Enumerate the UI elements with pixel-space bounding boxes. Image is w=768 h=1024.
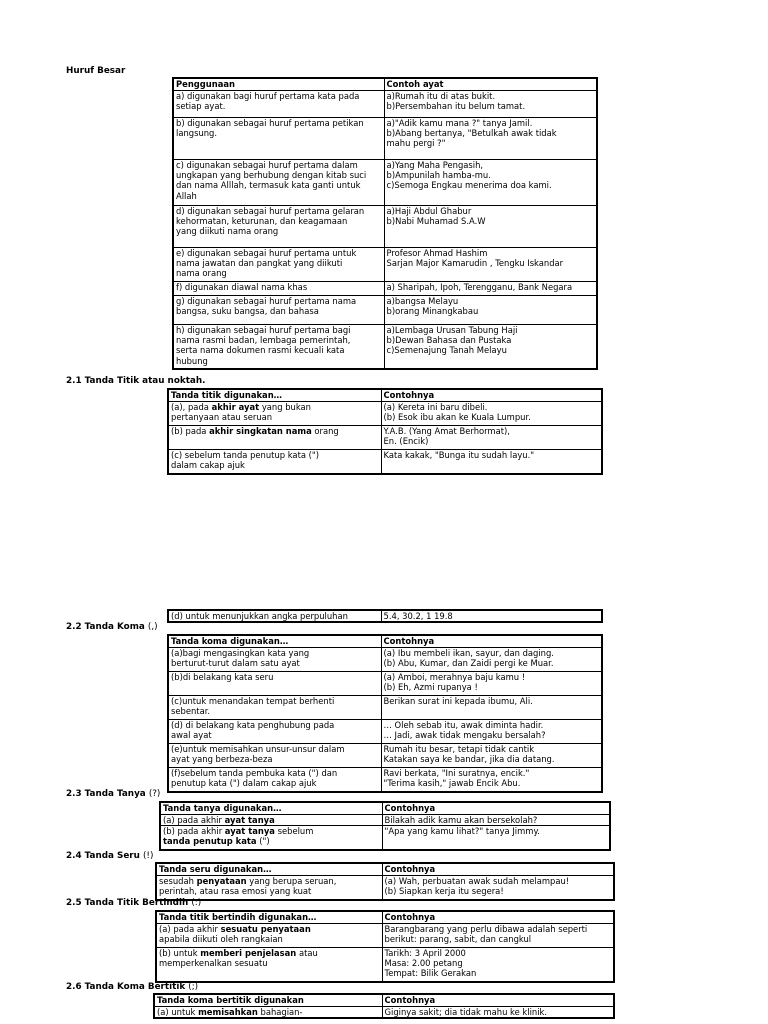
emphasis-text: ayat tanya	[224, 815, 275, 825]
cell-text: sebelum	[277, 826, 314, 837]
cell-text: sesudah	[159, 876, 197, 886]
example-cell: (a) Ibu membeli ikan, sayur, dan daging. (b) Abu, Kumar, dan Zaidi pergi ke Muar.	[381, 648, 602, 672]
header-cell: Penggunaan	[173, 78, 384, 91]
usage-cell	[168, 450, 381, 474]
punctuation-mark: (!)	[143, 851, 154, 861]
heading-tanda-koma-bertitik	[66, 982, 198, 992]
cell-text: bahagian-	[257, 1007, 303, 1017]
table-header-row	[156, 863, 614, 876]
heading-tanda-seru	[66, 851, 153, 861]
usage-cell	[168, 426, 381, 450]
header-cell: Tanda koma bertitik digunakan	[154, 994, 382, 1007]
table-tanda-titik-bertindih	[155, 910, 615, 983]
example-cell: Tarikh: 3 April 2000 Masa: 2.00 petang Tempat: Bilik Gerakan	[382, 948, 614, 982]
usage-cell: e) digunakan sebagai huruf pertama untuk nama jawatan dan pangkat yang diikuti nama orang	[173, 248, 384, 282]
usage-cell: (d) di belakang kata penghubung pada awal ayat	[168, 720, 381, 744]
cell-text: yang berupa seruan, perintah, atau rasa emosi yang kuat	[159, 876, 337, 897]
emphasis-text: penyataan	[196, 876, 247, 886]
example-cell: Ravi berkata, "Ini suratnya, encik." "Terima kasih," jawab Encik Abu.	[381, 768, 602, 792]
table-row	[173, 118, 597, 160]
example-cell: Rumah itu besar, tetapi tidak cantik Katakan saya ke bandar, jika dia datang.	[381, 744, 602, 768]
emphasis-text: akhir ayat	[211, 402, 260, 412]
example-cell: Barangbarang yang perlu dibawa adalah seperti berikut: parang, sabit, dan cangkul	[382, 924, 614, 948]
emphasis-text: memisahkan	[198, 1007, 258, 1017]
usage-cell: (d) untuk menunjukkan angka perpuluhan	[168, 610, 381, 622]
example-cell: Bilakah adik kamu akan bersekolah?	[382, 815, 610, 826]
cell-text: yang bukan pertanyaan atau seruan	[171, 402, 311, 423]
table-row	[173, 296, 597, 325]
example-cell: … Oleh sebab itu, awak diminta hadir. … Jadi, awak tidak mengaku bersalah?	[381, 720, 602, 744]
table-tanda-koma	[167, 634, 603, 793]
table-row	[168, 720, 602, 744]
usage-cell: (f)sebelum tanda pembuka kata (") dan penutup kata (") dalam cakap ajuk	[168, 768, 381, 792]
table-row	[168, 768, 602, 792]
cell-text: (b) untuk	[159, 948, 201, 958]
heading-tanda-titik: 2.1 Tanda Titik atau noktah.	[66, 376, 206, 386]
table-row	[156, 948, 614, 982]
table-header-row	[168, 389, 602, 402]
usage-cell	[156, 948, 382, 982]
usage-cell: d) digunakan sebagai huruf pertama gelaran kehormatan, keturunan, dan keagamaan yang diikuti nama orang	[173, 206, 384, 248]
table-tanda-titik-continued	[167, 609, 603, 623]
table-row	[156, 924, 614, 948]
usage-cell	[156, 924, 382, 948]
heading-huruf-besar: Huruf Besar	[66, 66, 126, 76]
example-cell: a)"Adik kamu mana ?" tanya Jamil. b)Abang bertanya, "Betulkah awak tidak mahu pergi ?"	[384, 118, 597, 160]
punctuation-mark: (:)	[191, 898, 202, 908]
heading-text: 2.2 Tanda Koma	[66, 622, 145, 632]
table-row	[168, 426, 602, 450]
emphasis-text: memberi penjelasan	[200, 948, 297, 958]
cell-text: atau memperkenalkan sesuatu	[159, 948, 318, 969]
table-row	[160, 826, 610, 850]
example-cell: a) Sharipah, Ipoh, Terengganu, Bank Negara	[384, 282, 597, 296]
table-row	[168, 696, 602, 720]
usage-cell: h) digunakan sebagai huruf pertama bagi nama rasmi badan, lembaga pemerintah, serta nama dokumen rasmi kecuali kata hubung	[173, 325, 384, 369]
cell-text: (a) pada akhir	[159, 924, 221, 934]
example-cell: a)Yang Maha Pengasih, b)Ampunilah hamba-mu. c)Semoga Engkau menerima doa kami.	[384, 160, 597, 206]
usage-cell: (b)di belakang kata seru	[168, 672, 381, 696]
header-cell: Contohnya	[381, 389, 602, 402]
emphasis-text: ayat tanya	[224, 826, 275, 837]
table-row	[173, 282, 597, 296]
example-cell: Y.A.B. (Yang Amat Berhormat), En. (Encik)	[381, 426, 602, 450]
example-cell: 5.4, 30.2, 1 19.8	[381, 610, 602, 622]
table-row	[173, 206, 597, 248]
table-row	[173, 91, 597, 118]
cell-text: (b) pada	[171, 426, 210, 436]
header-cell: Tanda tanya digunakan…	[160, 802, 382, 815]
usage-cell	[168, 402, 381, 426]
header-cell: Contohnya	[382, 911, 614, 924]
table-row	[168, 744, 602, 768]
usage-cell	[160, 815, 382, 826]
table-header-row	[168, 635, 602, 648]
example-cell: Berikan surat ini kepada ibumu, Ali.	[381, 696, 602, 720]
table-row	[154, 1007, 614, 1019]
table-row	[156, 876, 614, 900]
example-cell: Profesor Ahmad Hashim Sarjan Major Kamarudin , Tengku Iskandar	[384, 248, 597, 282]
usage-cell	[154, 1007, 382, 1019]
usage-cell	[160, 826, 382, 850]
table-header-row	[154, 994, 614, 1007]
table-row	[173, 248, 597, 282]
punctuation-mark: (?)	[148, 789, 161, 799]
heading-text: 2.4 Tanda Seru	[66, 851, 140, 861]
table-header-row	[156, 911, 614, 924]
heading-tanda-titik-bertindih	[66, 898, 201, 908]
cell-text: (")	[256, 836, 270, 847]
table-tanda-koma-bertitik	[153, 993, 615, 1019]
heading-text: 2.6 Tanda Koma Bertitik	[66, 982, 186, 992]
example-cell: (a) Amboi, merahnya baju kamu ! (b) Eh, Azmi rupanya !	[381, 672, 602, 696]
table-row	[168, 402, 602, 426]
usage-cell	[156, 876, 382, 900]
emphasis-text: sesuatu penyataan	[220, 924, 311, 934]
heading-tanda-tanya	[66, 789, 160, 799]
emphasis-text: tanda penutup kata	[163, 836, 257, 847]
heading-tanda-koma	[66, 622, 158, 632]
table-header-row	[160, 802, 610, 815]
usage-cell: (c)untuk menandakan tempat berhenti sebentar.	[168, 696, 381, 720]
cell-text: (a) pada akhir	[163, 815, 225, 825]
usage-cell: (a)bagi mengasingkan kata yang berturut-turut dalam satu ayat	[168, 648, 381, 672]
cell-text: (a), pada	[171, 402, 212, 412]
table-row	[168, 450, 602, 474]
table-tanda-seru	[155, 862, 615, 901]
header-cell: Contohnya	[382, 863, 614, 876]
heading-text: 2.3 Tanda Tanya	[66, 789, 146, 799]
table-row	[160, 815, 610, 826]
header-cell: Contohnya	[382, 994, 614, 1007]
cell-text: (c) sebelum tanda penutup kata (") dalam cakap ajuk	[171, 450, 320, 471]
table-row	[168, 610, 602, 622]
example-cell: Kata kakak, "Bunga itu sudah layu."	[381, 450, 602, 474]
cell-text: (a) untuk	[157, 1007, 199, 1017]
heading-text: 2.5 Tanda Titik Bertindih	[66, 898, 189, 908]
usage-cell: c) digunakan sebagai huruf pertama dalam ungkapan yang berhubung dengan kitab suci dan nama Alllah, termasuk kata ganti untuk Allah	[173, 160, 384, 206]
header-cell: Contohnya	[382, 802, 610, 815]
header-cell: Tanda koma digunakan…	[168, 635, 381, 648]
table-huruf-besar	[172, 77, 598, 370]
cell-text: orang	[311, 426, 339, 436]
usage-cell: b) digunakan sebagai huruf pertama petikan langsung.	[173, 118, 384, 160]
table-row	[173, 160, 597, 206]
table-header-row	[173, 78, 597, 91]
header-cell: Tanda titik bertindih digunakan…	[156, 911, 382, 924]
usage-cell: (e)untuk memisahkan unsur-unsur dalam ayat yang berbeza-beza	[168, 744, 381, 768]
header-cell: Tanda seru digunakan…	[156, 863, 382, 876]
usage-cell: g) digunakan sebagai huruf pertama nama bangsa, suku bangsa, dan bahasa	[173, 296, 384, 325]
table-row	[168, 648, 602, 672]
header-cell: Tanda titik digunakan…	[168, 389, 381, 402]
cell-text: apabila diikuti oleh rangkaian	[159, 934, 283, 945]
table-tanda-tanya	[159, 801, 611, 851]
example-cell: a)Haji Abdul Ghabur b)Nabi Muhamad S.A.W	[384, 206, 597, 248]
table-row	[168, 672, 602, 696]
example-cell: Giginya sakit; dia tidak mahu ke klinik.	[382, 1007, 614, 1019]
table-row	[173, 325, 597, 369]
example-cell: (a) Kereta ini baru dibeli. (b) Esok ibu akan ke Kuala Lumpur.	[381, 402, 602, 426]
example-cell: (a) Wah, perbuatan awak sudah melampau! (b) Siapkan kerja itu segera!	[382, 876, 614, 900]
example-cell: a)Lembaga Urusan Tabung Haji b)Dewan Bahasa dan Pustaka c)Semenajung Tanah Melayu	[384, 325, 597, 369]
example-cell: "Apa yang kamu lihat?" tanya Jimmy.	[382, 826, 610, 850]
cell-text: (b) pada akhir	[163, 826, 225, 837]
header-cell: Contohnya	[381, 635, 602, 648]
punctuation-mark: (,)	[147, 622, 158, 632]
header-cell: Contoh ayat	[384, 78, 597, 91]
usage-cell: f) digunakan diawal nama khas	[173, 282, 384, 296]
table-tanda-titik	[167, 388, 603, 475]
usage-cell: a) digunakan bagi huruf pertama kata pada setiap ayat.	[173, 91, 384, 118]
example-cell: a)bangsa Melayu b)orang Minangkabau	[384, 296, 597, 325]
punctuation-mark: (;)	[188, 982, 199, 992]
example-cell: a)Rumah itu di atas bukit. b)Persembahan itu belum tamat.	[384, 91, 597, 118]
emphasis-text: akhir singkatan nama	[209, 426, 312, 436]
